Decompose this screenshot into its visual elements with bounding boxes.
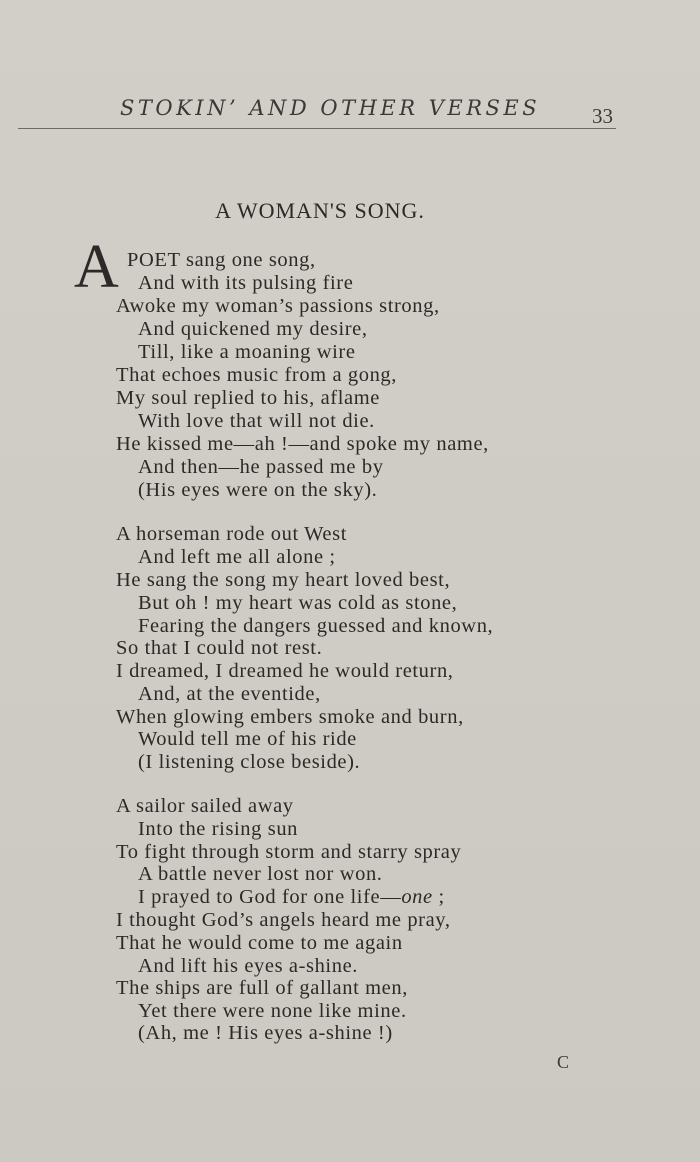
- verse-line: So that I could not rest.: [116, 637, 323, 659]
- verse-line: Awoke my woman’s passions strong,: [116, 295, 440, 317]
- verse-line: Would tell me of his ride: [138, 728, 357, 750]
- verse-line: But oh ! my heart was cold as stone,: [138, 592, 458, 614]
- verse-line: And with its pulsing fire: [138, 272, 354, 294]
- poem-title: A WOMAN'S SONG.: [215, 198, 425, 223]
- verse-line: When glowing embers smoke and burn,: [116, 706, 464, 728]
- verse-line: To fight through storm and starry spray: [116, 841, 462, 863]
- header-rule: [18, 128, 616, 129]
- verse-line: Into the rising sun: [138, 818, 299, 840]
- verse-line: A battle never lost nor won.: [138, 863, 383, 885]
- verse-line: A horseman rode out West: [116, 523, 348, 545]
- page-number: 33: [592, 104, 613, 128]
- verse-line: [138, 886, 445, 908]
- verse-line: The ships are full of gallant men,: [116, 977, 408, 999]
- verse-line: (Ah, me ! His eyes a-shine !): [138, 1022, 393, 1044]
- verse-line: And left me all alone ;: [138, 546, 336, 568]
- verse-line: I thought God’s angels heard me pray,: [116, 909, 451, 931]
- verse-line: And lift his eyes a-shine.: [138, 955, 358, 977]
- verse-line: Fearing the dangers guessed and known,: [138, 615, 494, 637]
- drop-cap: A: [74, 233, 119, 301]
- verse-line: (His eyes were on the sky).: [138, 479, 378, 501]
- verse-line: A sailor sailed away: [116, 795, 294, 817]
- verse-line: (I listening close beside).: [138, 751, 361, 773]
- verse-line-punct: ;: [432, 886, 445, 908]
- verse-line: And then—he passed me by: [138, 456, 384, 478]
- signature-mark: C: [557, 1052, 570, 1072]
- verse-line: I dreamed, I dreamed he would return,: [116, 660, 454, 682]
- verse-line: Till, like a moaning wire: [138, 341, 356, 363]
- verse-line-text: I prayed to God for one life—: [138, 886, 402, 908]
- verse-emphasis: one: [401, 886, 433, 908]
- verse-line: POET sang one song,: [127, 249, 316, 271]
- verse-line: My soul replied to his, aflame: [116, 387, 380, 409]
- verse-line: That echoes music from a gong,: [116, 364, 398, 386]
- verse-line: He kissed me—ah !—and spoke my name,: [116, 433, 489, 455]
- verse-line: With love that will not die.: [138, 410, 375, 432]
- verse-line: And, at the eventide,: [138, 683, 321, 705]
- verse-line: And quickened my desire,: [138, 318, 368, 340]
- running-title: STOKIN’ AND OTHER VERSES: [120, 96, 541, 120]
- verse-line: That he would come to me again: [116, 932, 403, 954]
- verse-line: Yet there were none like mine.: [138, 1000, 407, 1022]
- verse-line: He sang the song my heart loved best,: [116, 569, 451, 591]
